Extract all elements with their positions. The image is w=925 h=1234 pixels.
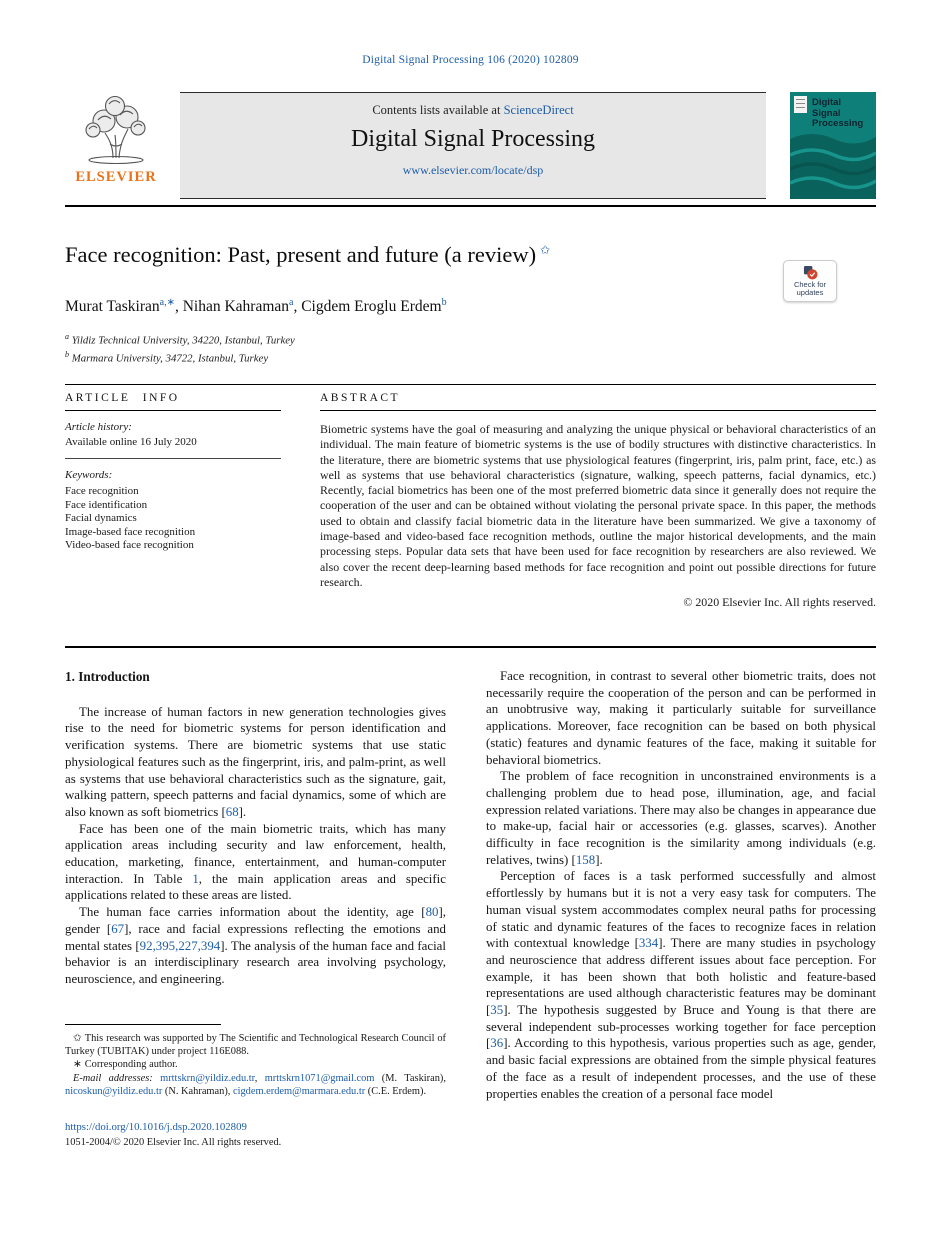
affiliation-sup: a <box>65 332 69 341</box>
title-footnote-star[interactable]: ✩ <box>540 243 551 257</box>
check-for-updates-badge[interactable] <box>783 260 837 302</box>
badge-label <box>794 281 826 298</box>
cover-journal-title <box>812 98 863 130</box>
doi-link[interactable]: https://doi.org/10.1016/j.dsp.2020.102809 <box>65 1121 247 1133</box>
affiliation-sup: b <box>65 350 69 360</box>
journal-title: Digital Signal Processing <box>351 126 595 152</box>
inline-link[interactable]: mrttskrn@yildiz.edu.tr <box>160 1072 255 1084</box>
inline-link[interactable]: 92,395,227,394 <box>139 938 221 953</box>
badge-label-line: Check for <box>793 279 827 289</box>
divider <box>65 410 281 411</box>
inline-link[interactable]: cigdem.erdem@marmara.edu.tr <box>232 1085 366 1097</box>
abstract-bottom-rule <box>65 646 876 648</box>
inline-link[interactable]: mrttskrn1071@gmail.com <box>264 1072 375 1084</box>
journal-banner <box>180 92 766 199</box>
inline-link[interactable]: 158 <box>575 852 596 867</box>
keyword: Face identification <box>65 498 148 511</box>
affiliation <box>65 348 295 366</box>
article-title-text: Face recognition: Past, present and future (a review) <box>65 242 537 267</box>
elsevier-tree-icon <box>80 92 152 168</box>
affiliation <box>65 330 295 348</box>
affiliation-text: Yildiz Technical University, 34220, Istanbul, Turkey <box>71 334 295 347</box>
inline-link[interactable]: 35 <box>490 1003 504 1018</box>
badge-label-line: updates <box>796 288 824 297</box>
keyword: Video-based face recognition <box>65 539 194 551</box>
body-paragraph: Face recognition, in contrast to several other biometric traits, does not necessarily require the cooperation of the person and can be performed in an unobtrusive way, making it particularly suitable for surveillance applications. Moreover, face recognition can be based on both physical (static) features and dynamic features of the face, making it suitable for behavioral biometrics. <box>486 669 876 767</box>
affiliations <box>65 330 295 366</box>
author <box>65 298 183 315</box>
article-info-column <box>65 392 281 553</box>
footnote-asterisk-marker: ∗ <box>73 1059 82 1071</box>
cover-title-line: Signal <box>812 107 841 119</box>
body-paragraph: Face has been one of the main biometric traits, which has many application areas including security and law enforcement, health, education, marketing, finance, entertainment, and human-computer interaction. In Table 1, the main application areas and specific applications related to these areas are listed. <box>65 821 446 903</box>
keyword: Facial dynamics <box>65 512 137 524</box>
keyword: Face recognition <box>65 485 139 497</box>
author-name: Nihan Kahraman <box>182 298 290 316</box>
inline-link[interactable]: nicoskun@yildiz.edu.tr <box>65 1085 163 1097</box>
abstract-heading: ABSTRACT <box>320 392 401 404</box>
cover-title-line: Digital <box>812 97 842 108</box>
footnote-funding-text: This research was supported by The Scientific and Technological Research Council of Turkey (TUBITAK) under project 116E088. <box>65 1033 446 1058</box>
author-name: Murat Taskiran <box>65 298 160 316</box>
article-title <box>65 242 765 268</box>
abstract-copyright: © 2020 Elsevier Inc. All rights reserved. <box>683 595 876 610</box>
inline-link[interactable]: 36 <box>490 1036 504 1051</box>
author-separator: , <box>293 298 302 316</box>
author <box>183 298 302 315</box>
body-left-column <box>65 668 446 988</box>
journal-cover <box>790 92 876 199</box>
footnote-corresponding-author <box>65 1058 446 1071</box>
elsevier-wordmark: ELSEVIER <box>75 169 157 185</box>
inline-link[interactable]: 80 <box>425 905 439 920</box>
body-paragraph: The increase of human factors in new generation technologies gives rise to the need for biometric systems for person identification and verification systems. There are biometric systems that use static physiological features such as the fingerprint, iris, and palm-print, as well as systems that use behavioral characteristics such as the signature, gait, walking pattern, speech patterns and facial dynamics, some of which are also known as soft biometrics [68]. <box>65 704 446 819</box>
author-affiliation-sup[interactable]: b <box>441 297 447 308</box>
body-paragraph: The problem of face recognition in unconstrained environments is a challenging problem due to head pose, illumination, age, and facial expression related variations. There may also be changes in appearance due to make-up, facial hair or accessories (e.g. glasses, scarves). Another difficulty in face recognition is the similarity among individuals (e.g. relatives, twins) [158]. <box>486 769 876 867</box>
article-info-heading: ARTICLE INFO <box>65 392 180 404</box>
author-affiliation-sup[interactable]: a,∗ <box>159 297 175 308</box>
masthead <box>65 92 876 199</box>
body-right-column <box>486 668 876 1102</box>
footnote-corresponding-text: Corresponding author. <box>84 1059 178 1071</box>
abstract-text: Biometric systems have the goal of measuring and analyzing the unique physical or behavioral characteristics of an individual. The main feature of biometric systems is the use of bodily structures with distinctive characteristics. In the literature, there are biometric systems that use physiological features (fingerprint, iris, palm print, face, etc.) as well as systems that use behavioral characteristics (signature, walking, speech patterns, facial dynamics, etc.) Recently, facial biometrics has been one of the most preferred biometric data since it generally does not require the cooperation of the user and can be obtained without violating the personal private space. In this paper, the methods used to obtain and classify facial biometric data in the literature have been summarized. We give a taxonomy of image-based and video-based face recognition methods, outline the major historical developments, and the main processing steps. Popular data sets that have been used for face recognition by researchers are also reviewed. We also cover the recent deep-learning based methods for face recognition and point out possible directions for future research. <box>320 422 876 589</box>
sciencedirect-link[interactable]: ScienceDirect <box>503 103 574 117</box>
issn-copyright-line: 1051-2004/© 2020 Elsevier Inc. All rights reserved. <box>65 1137 282 1148</box>
abstract-column <box>320 392 876 610</box>
footnote-block <box>65 1024 446 1098</box>
body-paragraph: The human face carries information about the identity, age [80], gender [67], race and facial expressions reflecting the emotions and mental states [92,395,227,394]. The analysis of the human face and facial behavior is an interdisciplinary research area involving psychology, neuroscience, and engineering. <box>65 905 446 986</box>
author-affiliation-sup[interactable]: a <box>289 297 294 308</box>
divider <box>65 458 281 459</box>
inline-link[interactable]: 334 <box>638 936 659 951</box>
cover-publisher-mark <box>794 96 807 113</box>
info-section-top-rule <box>65 384 876 385</box>
crossmark-icon <box>803 265 818 280</box>
contents-prefix: Contents lists available at <box>372 103 504 117</box>
history-label: Article history: <box>65 421 132 433</box>
footnote-funding <box>65 1032 446 1058</box>
cover-waves-art <box>790 125 876 199</box>
body-paragraph: Perception of faces is a task performed successfully and almost effortlessly by humans but it is not a very easy task for computers. The human visual system accommodates complex neural paths for processing of static and dynamic features of the faces to recognize faces in relation with contextual knowledge [334]. There are many studies in psychology and neuroscience that address different issues about face perception. For example, it has been shown that both holistic and feature-based representations are used although characteristic features may be dominant [35]. The hypothesis suggested by Bruce and Young is that there are several independent sub-processes working together for face perception [36]. According to this hypothesis, various properties such as age, gender, and basic facial expressions are obtained from the simple physical features of the face as a result of independent processes, and the use of these properties enables the creation of a personal face model <box>486 869 876 1101</box>
journal-citation-link[interactable]: Digital Signal Processing 106 (2020) 102809 <box>362 54 579 66</box>
divider <box>320 410 876 411</box>
inline-link[interactable]: 67 <box>111 921 125 936</box>
author-name: Cigdem Eroglu Erdem <box>301 298 442 316</box>
inline-link[interactable]: 68 <box>225 804 239 819</box>
inline-italic: E-mail addresses: <box>73 1072 161 1084</box>
footnote-rule <box>65 1024 221 1025</box>
footnote-emails: E-mail addresses: mrttskrn@yildiz.edu.tr, mrttskrn1071@gmail.com (M. Taskiran), nicoskun@yildiz.edu.tr (N. Kahraman), cigdem.erdem@marmara.edu.tr (C.E. Erdem). <box>65 1072 446 1097</box>
elsevier-logo <box>65 92 167 199</box>
keyword: Image-based face recognition <box>65 525 196 538</box>
masthead-bottom-rule <box>65 205 876 207</box>
keywords-label: Keywords: <box>65 469 113 481</box>
footnote-star-marker: ✩ <box>73 1033 82 1044</box>
history-value: Available online 16 July 2020 <box>65 436 197 448</box>
author <box>301 298 446 315</box>
section-heading-introduction: 1. Introduction <box>65 669 150 684</box>
affiliation-text: Marmara University, 34722, Istanbul, Turkey <box>71 352 269 365</box>
contents-line <box>180 103 766 118</box>
author-list <box>65 297 447 316</box>
cover-title-line: Processing <box>812 118 864 129</box>
author-separator: , <box>174 298 183 316</box>
inline-link[interactable]: 1 <box>192 871 199 886</box>
journal-url-link[interactable]: www.elsevier.com/locate/dsp <box>402 163 544 177</box>
